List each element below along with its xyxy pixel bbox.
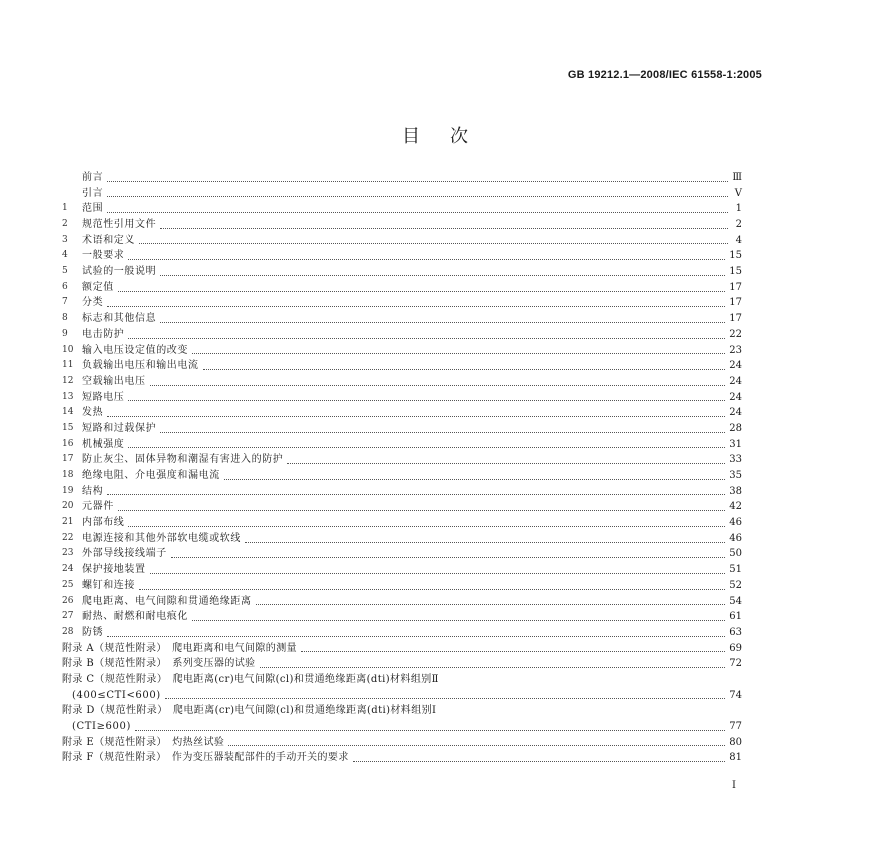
- toc-entry-title: 输入电压设定值的改变: [82, 344, 188, 356]
- toc-entry-page: 28: [729, 422, 742, 434]
- toc-entry[interactable]: [62, 217, 742, 233]
- toc-entry-page: 31: [729, 438, 742, 450]
- toc-dot-leader: [150, 573, 726, 574]
- toc-entry-page: 2: [735, 219, 742, 231]
- toc-entry-title: 附录 C（规范性附录） 爬电距离(cr)电气间隙(cl)和贯通绝缘距离(dti)材料组别Ⅱ: [62, 673, 439, 685]
- toc-entry[interactable]: [62, 656, 742, 672]
- toc-entry[interactable]: [62, 750, 742, 766]
- toc-entry-number: 13: [62, 391, 74, 402]
- toc-entry-title: 附录 B（规范性附录） 系列变压器的试验: [62, 658, 256, 670]
- toc-entry-page: 74: [729, 689, 742, 701]
- toc-dot-leader: [353, 761, 726, 762]
- toc-dot-leader: [260, 667, 726, 668]
- toc-entry-page: 15: [729, 266, 742, 278]
- toc-entry[interactable]: [62, 343, 742, 359]
- toc-entry-page: 61: [729, 611, 742, 623]
- toc-entry-number: 18: [62, 470, 74, 481]
- toc-entry-page: 4: [735, 234, 742, 246]
- toc-dot-leader: [107, 212, 728, 213]
- toc-entry-number: 28: [62, 626, 74, 637]
- toc-entry-page: 35: [729, 470, 742, 482]
- toc-dot-leader: [128, 338, 725, 339]
- toc-entry[interactable]: [62, 374, 742, 390]
- toc-entry-title: 术语和定义: [82, 234, 135, 246]
- toc-entry[interactable]: [62, 311, 742, 327]
- toc-entry-title: (CTI≥600): [72, 721, 131, 733]
- toc-entry-number: 22: [62, 532, 74, 543]
- toc-dot-leader: [118, 291, 725, 292]
- toc-entry-title: (400≤CTI<600): [72, 689, 161, 701]
- toc-entry-number: 24: [62, 564, 74, 575]
- toc-entry-page: 24: [729, 391, 742, 403]
- toc-entry-title: 附录 F（规范性附录） 作为变压器装配部件的手动开关的要求: [62, 752, 349, 764]
- table-of-contents: [62, 170, 742, 766]
- toc-entry-title: 规范性引用文件: [82, 219, 157, 231]
- toc-entry[interactable]: [62, 170, 742, 186]
- toc-entry-number: 20: [62, 501, 74, 512]
- toc-dot-leader: [107, 636, 725, 637]
- toc-entry[interactable]: [62, 515, 742, 531]
- toc-entry[interactable]: [62, 248, 742, 264]
- toc-dot-leader: [107, 196, 728, 197]
- toc-entry[interactable]: [62, 688, 742, 704]
- toc-entry-page: 23: [729, 344, 742, 356]
- toc-entry[interactable]: [62, 358, 742, 374]
- toc-entry-title: 附录 E（规范性附录） 灼热丝试验: [62, 736, 225, 748]
- toc-entry[interactable]: [62, 625, 742, 641]
- toc-entry-number: 9: [62, 328, 68, 339]
- toc-dot-leader: [160, 275, 725, 276]
- toc-entry-title: 螺钉和连接: [82, 579, 135, 591]
- toc-entry-title: 结构: [82, 485, 104, 497]
- toc-entry-number: 19: [62, 485, 74, 496]
- toc-dot-leader: [128, 447, 725, 448]
- toc-entry-number: 27: [62, 611, 74, 622]
- toc-dot-leader: [228, 745, 725, 746]
- toc-entry[interactable]: [62, 499, 742, 515]
- toc-entry[interactable]: [62, 641, 742, 657]
- toc-entry[interactable]: [62, 735, 742, 751]
- toc-entry-title: 内部布线: [82, 517, 125, 529]
- toc-entry-title: 一般要求: [82, 250, 125, 262]
- toc-entry[interactable]: [62, 233, 742, 249]
- toc-entry-page: Ⅴ: [734, 187, 742, 199]
- toc-entry-number: 17: [62, 454, 74, 465]
- toc-entry-title: 电源连接和其他外部软电缆或软线: [82, 532, 241, 544]
- toc-entry-page: 46: [729, 532, 742, 544]
- toc-entry[interactable]: [62, 531, 742, 547]
- toc-dot-leader: [192, 620, 725, 621]
- toc-entry[interactable]: [62, 390, 742, 406]
- toc-entry-number: 6: [62, 281, 68, 292]
- standard-number-header: GB 19212.1—2008/IEC 61558-1:2005: [567, 69, 762, 81]
- toc-entry-page: 17: [729, 281, 742, 293]
- toc-dot-leader: [301, 651, 725, 652]
- toc-entry-title: 防锈: [82, 626, 104, 638]
- toc-dot-leader: [135, 730, 725, 731]
- toc-entry-title: 附录 A（规范性附录） 爬电距离和电气间隙的测量: [62, 642, 297, 654]
- toc-entry-number: 11: [62, 360, 74, 371]
- toc-dot-leader: [192, 353, 725, 354]
- toc-entry[interactable]: [62, 201, 742, 217]
- toc-entry-title: 外部导线接线端子: [82, 548, 167, 560]
- toc-entry-page: 52: [729, 579, 742, 591]
- toc-entry[interactable]: [62, 264, 742, 280]
- toc-entry-title: 保护接地装置: [82, 564, 146, 576]
- toc-dot-leader: [165, 698, 725, 699]
- toc-entry-number: 7: [62, 297, 68, 308]
- toc-dot-leader: [150, 385, 726, 386]
- toc-entry[interactable]: [62, 547, 742, 563]
- toc-entry-page: 42: [729, 501, 742, 513]
- toc-entry-number: 23: [62, 548, 74, 559]
- toc-entry-page: 50: [729, 548, 742, 560]
- toc-entry-title: 附录 D（规范性附录） 爬电距离(cr)电气间隙(cl)和贯通绝缘距离(dti)材料组别Ⅰ: [62, 705, 437, 717]
- toc-dot-leader: [118, 510, 725, 511]
- toc-dot-leader: [287, 463, 725, 464]
- toc-dot-leader: [128, 400, 725, 401]
- toc-entry-page: 24: [729, 375, 742, 387]
- toc-dot-leader: [107, 181, 728, 182]
- toc-entry-title: 负载输出电压和输出电流: [82, 360, 199, 372]
- toc-entry-page: 81: [729, 752, 742, 764]
- toc-entry[interactable]: [62, 672, 742, 688]
- toc-dot-leader: [139, 243, 728, 244]
- toc-entry-title: 分类: [82, 297, 104, 309]
- toc-dot-leader: [107, 494, 725, 495]
- toc-entry[interactable]: [62, 562, 742, 578]
- toc-dot-leader: [160, 432, 725, 433]
- toc-dot-leader: [139, 589, 725, 590]
- toc-entry-number: 21: [62, 517, 74, 528]
- toc-entry-number: 14: [62, 407, 74, 418]
- toc-entry-page: 17: [729, 297, 742, 309]
- toc-entry[interactable]: [62, 468, 742, 484]
- toc-entry-title: 爬电距离、电气间隙和贯通绝缘距离: [82, 595, 252, 607]
- toc-entry[interactable]: [62, 594, 742, 610]
- toc-entry-title: 电击防护: [82, 328, 125, 340]
- toc-entry-page: 63: [729, 626, 742, 638]
- toc-entry-page: 54: [729, 595, 742, 607]
- page-number: Ⅰ: [732, 780, 736, 791]
- toc-entry[interactable]: [62, 578, 742, 594]
- toc-entry-title: 前言: [82, 171, 104, 183]
- toc-entry[interactable]: [62, 719, 742, 735]
- toc-entry[interactable]: [62, 186, 742, 202]
- toc-entry-title: 额定值: [82, 281, 114, 293]
- toc-dot-leader: [256, 604, 726, 605]
- toc-entry-page: Ⅲ: [732, 171, 742, 183]
- toc-entry-number: 4: [62, 250, 68, 261]
- toc-entry-page: 80: [729, 736, 742, 748]
- toc-entry-page: 46: [729, 517, 742, 529]
- toc-entry[interactable]: [62, 280, 742, 296]
- toc-entry-number: 3: [62, 234, 68, 245]
- toc-entry[interactable]: [62, 296, 742, 312]
- toc-entry-title: 范围: [82, 203, 104, 215]
- toc-entry-page: 77: [729, 721, 742, 733]
- toc-entry-title: 短路和过载保护: [82, 422, 157, 434]
- page-title: 目次: [402, 126, 498, 147]
- toc-dot-leader: [107, 416, 725, 417]
- toc-dot-leader: [107, 306, 725, 307]
- toc-entry[interactable]: [62, 421, 742, 437]
- toc-entry-page: 22: [729, 328, 742, 340]
- toc-entry-number: 5: [62, 266, 68, 277]
- toc-entry-page: 17: [729, 313, 742, 325]
- toc-dot-leader: [160, 228, 728, 229]
- toc-dot-leader: [224, 479, 725, 480]
- toc-entry-page: 69: [729, 642, 742, 654]
- toc-entry-number: 1: [62, 203, 68, 214]
- toc-entry-page: 24: [729, 360, 742, 372]
- toc-dot-leader: [160, 322, 725, 323]
- toc-entry-title: 元器件: [82, 501, 114, 513]
- toc-entry-title: 耐热、耐燃和耐电痕化: [82, 611, 188, 623]
- toc-entry-number: 26: [62, 595, 74, 606]
- toc-entry-number: 12: [62, 375, 74, 386]
- toc-entry-page: 15: [729, 250, 742, 262]
- toc-entry-number: 10: [62, 344, 74, 355]
- toc-entry-page: 38: [729, 485, 742, 497]
- toc-entry-number: 8: [62, 313, 68, 324]
- toc-entry-number: 25: [62, 579, 74, 590]
- toc-entry[interactable]: [62, 327, 742, 343]
- toc-entry-number: 16: [62, 438, 74, 449]
- toc-entry-title: 防止灰尘、固体异物和潮湿有害进入的防护: [82, 454, 284, 466]
- toc-entry[interactable]: [62, 405, 742, 421]
- toc-dot-leader: [128, 259, 725, 260]
- toc-entry-title: 引言: [82, 187, 104, 199]
- toc-dot-leader: [245, 542, 725, 543]
- toc-entry[interactable]: [62, 703, 742, 719]
- toc-entry-title: 发热: [82, 407, 104, 419]
- toc-entry-title: 试验的一般说明: [82, 266, 157, 278]
- toc-entry-page: 72: [729, 658, 742, 670]
- toc-dot-leader: [203, 369, 726, 370]
- toc-entry-page: 51: [729, 564, 742, 576]
- toc-entry[interactable]: [62, 609, 742, 625]
- toc-entry-title: 标志和其他信息: [82, 313, 157, 325]
- toc-entry[interactable]: [62, 452, 742, 468]
- toc-entry-title: 空载输出电压: [82, 375, 146, 387]
- toc-entry-page: 33: [729, 454, 742, 466]
- toc-dot-leader: [128, 526, 725, 527]
- toc-entry-title: 绝缘电阻、介电强度和漏电流: [82, 470, 220, 482]
- toc-entry-number: 2: [62, 219, 68, 230]
- toc-entry-title: 机械强度: [82, 438, 125, 450]
- toc-dot-leader: [171, 557, 725, 558]
- toc-entry-title: 短路电压: [82, 391, 125, 403]
- toc-entry[interactable]: [62, 437, 742, 453]
- toc-entry-number: 15: [62, 422, 74, 433]
- toc-entry-page: 24: [729, 407, 742, 419]
- toc-entry-page: 1: [735, 203, 742, 215]
- toc-entry[interactable]: [62, 484, 742, 500]
